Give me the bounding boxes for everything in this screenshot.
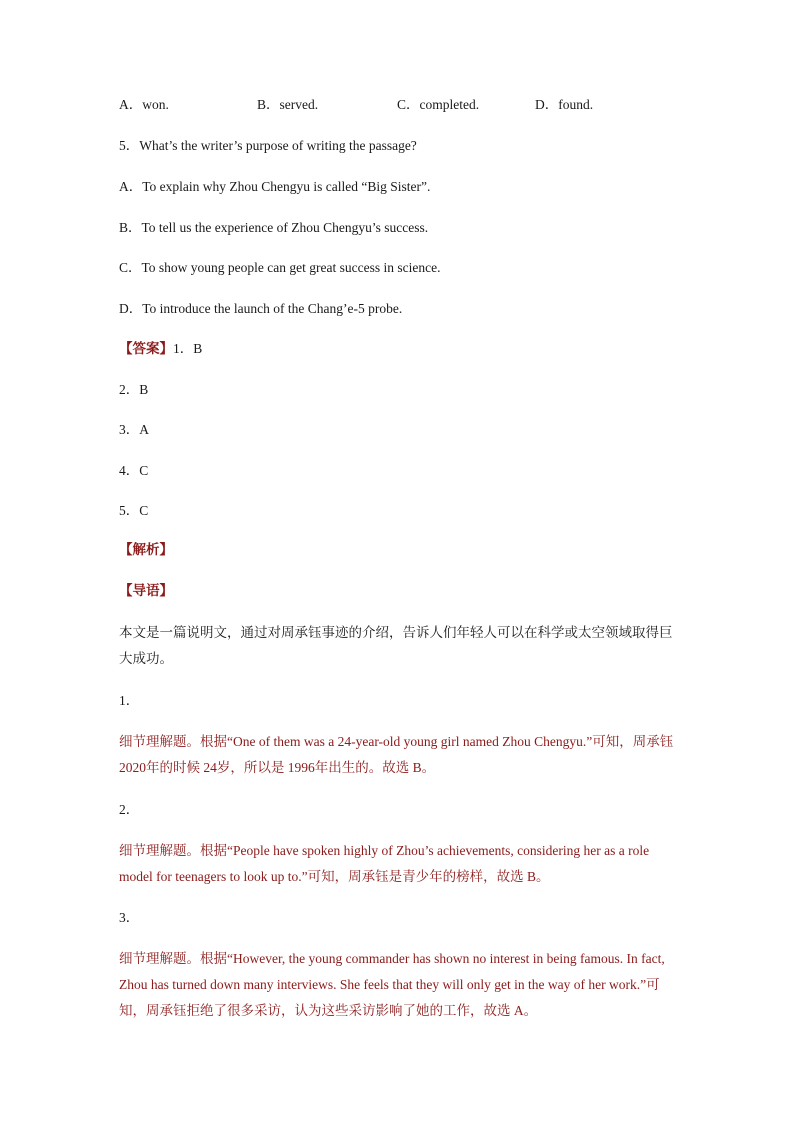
answer-1: 1．B — [173, 341, 203, 356]
answer-5: 5．C — [119, 503, 149, 518]
q4-option-d: D．found. — [535, 97, 594, 112]
q4-option-a: A．won. — [119, 97, 169, 112]
intro-label: 【导语】 — [119, 583, 173, 599]
explanation-2-text: 细节理解题。根据“People have spoken highly of Zhou’s achievements, considering her as a role model for teenagers to look up to.”可知，周承钰是青少年的榜样，故选 B。 — [119, 843, 650, 884]
answer-4: 4．C — [119, 463, 149, 478]
answer-block-first — [119, 342, 202, 357]
q4-option-b: B．served. — [257, 97, 319, 112]
answer-label: 【答案】 — [119, 341, 173, 357]
explanation-1-text: 细节理解题。根据“One of them was a 24-year-old young girl named Zhou Chengyu.”可知，周承钰 2020年的时候 24岁，所以是 1996年出生的。故选 B。 — [119, 734, 674, 775]
q5-option-c: C．To show young people can get great success in science. — [119, 260, 441, 275]
q4-option-c: C．completed. — [397, 97, 480, 112]
answer-3: 3．A — [119, 422, 149, 437]
explanation-2-number: 2． — [119, 802, 140, 817]
q5-option-a: A．To explain why Zhou Chengyu is called “Big Sister”. — [119, 179, 431, 194]
explanation-3-number: 3． — [119, 910, 140, 925]
answer-2: 2．B — [119, 382, 149, 397]
q5-option-d: D．To introduce the launch of the Chang’e-5 probe. — [119, 301, 403, 316]
q5-stem: 5．What’s the writer’s purpose of writing the passage? — [119, 138, 417, 153]
analysis-label: 【解析】 — [119, 542, 173, 558]
q5-option-b: B．To tell us the experience of Zhou Chengyu’s success. — [119, 220, 429, 235]
explanation-1-number: 1． — [119, 693, 140, 708]
intro-paragraph: 本文是一篇说明文，通过对周承钰事迹的介绍，告诉人们年轻人可以在科学或太空领域取得巨大成功。 — [119, 625, 673, 667]
explanation-3-text: 细节理解题。根据“However, the young commander has shown no interest in being famous. In fact, Zhou has turned down many interviews. She feels that they will only get in the way of her work.”可知，周承钰拒绝了很多采访，认为这些采访影响了她的工作，故选 A。 — [119, 951, 665, 1018]
